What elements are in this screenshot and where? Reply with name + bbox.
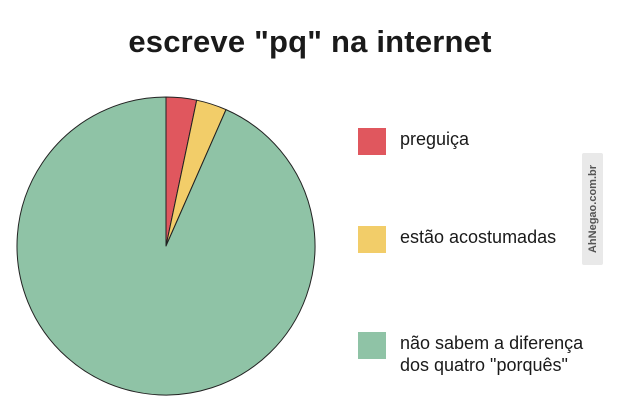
legend-label-preguica: preguiça: [400, 129, 470, 149]
legend-label-estao-acostumadas: estão acostumadas: [400, 227, 557, 247]
chart-title: escreve "pq" na internet: [128, 24, 492, 59]
watermark-text: AhNegao.com.br: [586, 164, 599, 254]
legend-item-estao-acostumadas: [358, 226, 556, 253]
legend-swatch-nao-sabem: [358, 332, 386, 359]
watermark: [582, 153, 603, 265]
pie-slice-nao-sabem: [17, 97, 315, 395]
legend-swatch-preguica: [358, 128, 386, 155]
legend-label-nao-sabem: não sabem a diferença dos quatro "porquês": [400, 333, 584, 375]
legend-item-preguica: [358, 128, 469, 155]
legend-item-nao-sabem: [358, 332, 600, 376]
legend-swatch-estao-acostumadas: [358, 226, 386, 253]
